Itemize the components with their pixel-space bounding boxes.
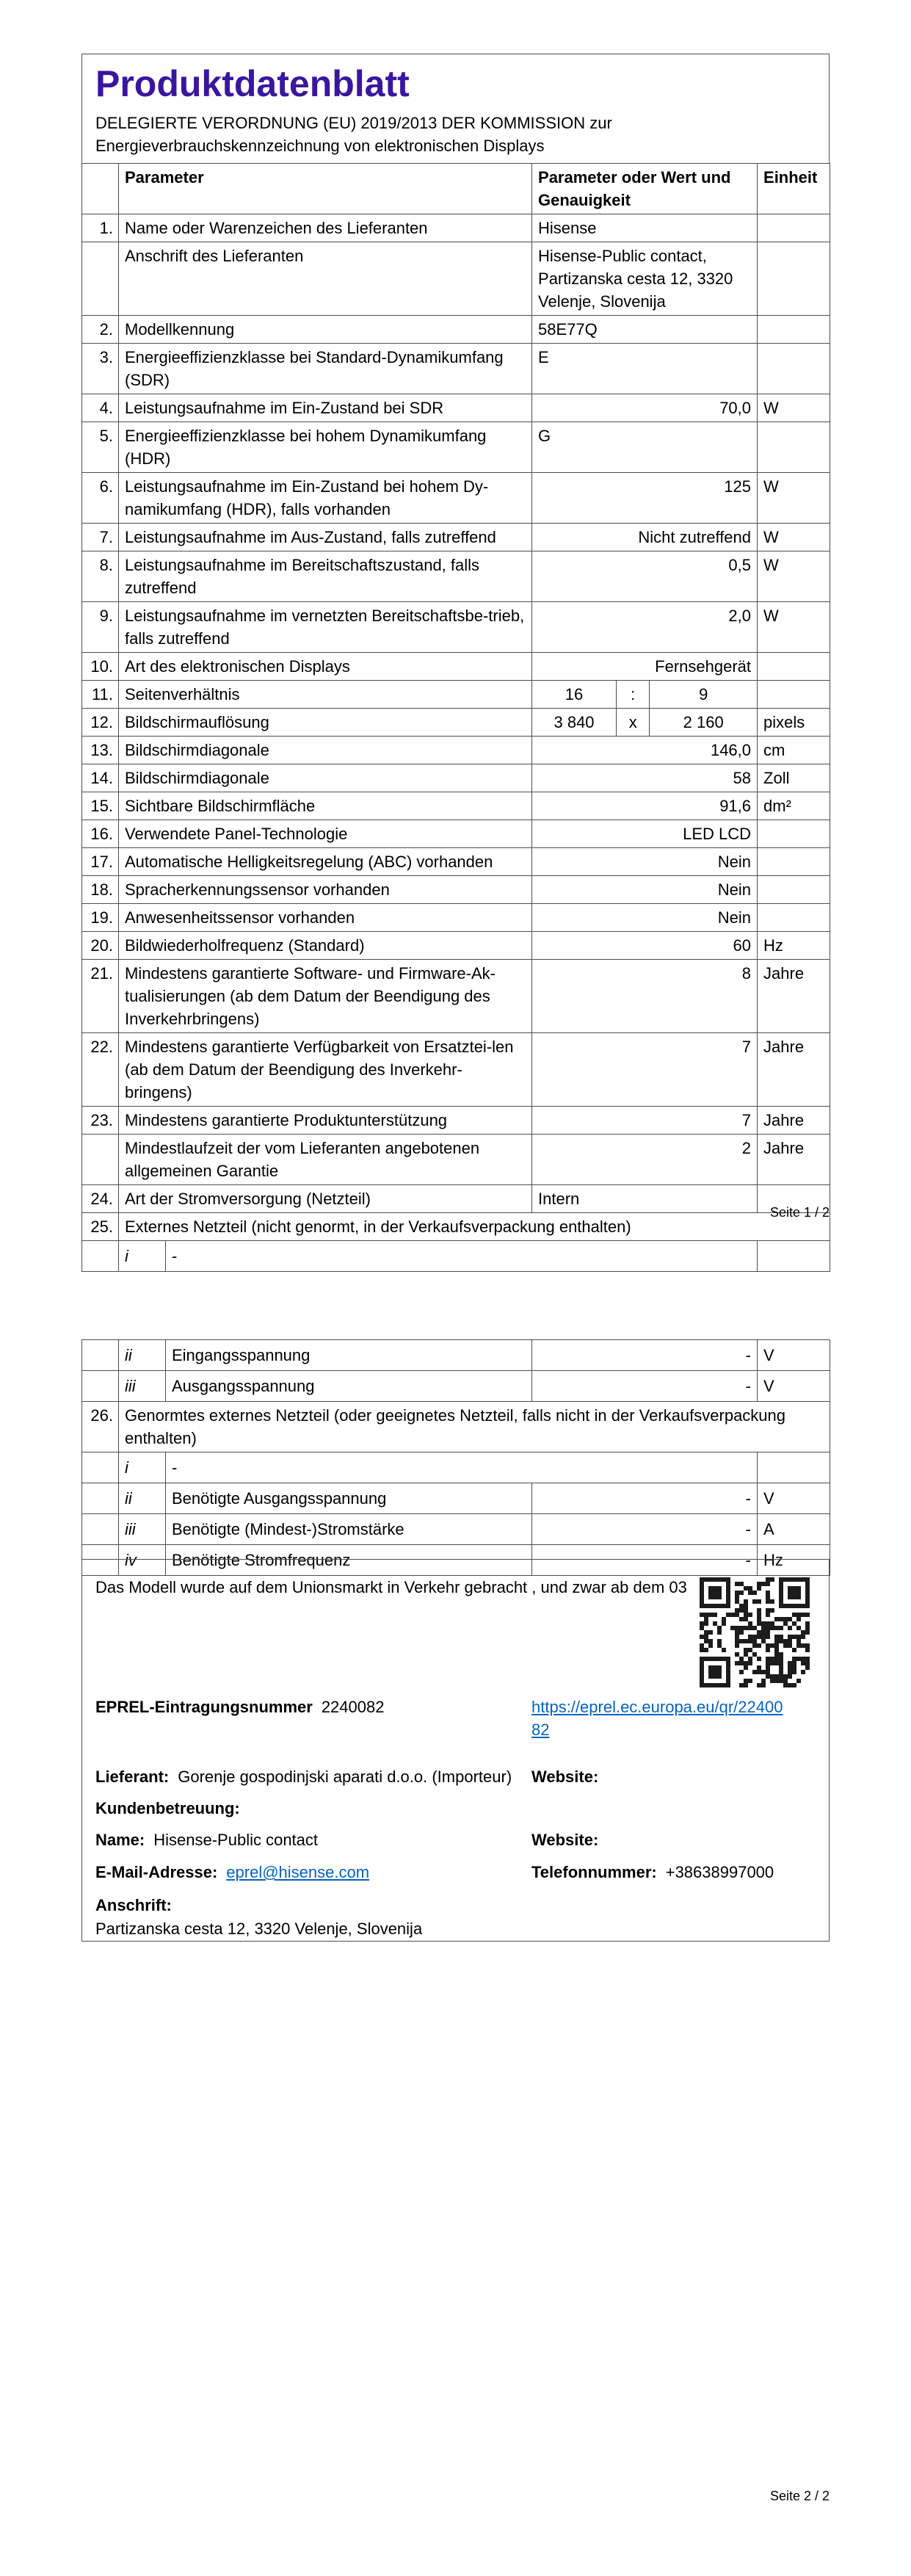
- row-number: 11.: [82, 681, 119, 709]
- param-value: G: [532, 422, 758, 473]
- email-row: [95, 1861, 369, 1884]
- param-label: Sichtbare Bildschirmfläche: [119, 792, 532, 820]
- param-unit: [758, 344, 830, 394]
- param-value: 7: [532, 1107, 758, 1135]
- param-unit: [758, 681, 830, 709]
- row-number: 3.: [82, 344, 119, 394]
- row-number: 5.: [82, 422, 119, 473]
- page-title: Produktdatenblatt: [95, 63, 410, 104]
- regulation-subtitle-line2: Energieverbrauchskennzeichnung von elektronischen Displays: [95, 137, 545, 155]
- market-placement-sentence: Das Modell wurde auf dem Unionsmarkt in Verkehr gebracht , und zwar ab dem 03: [95, 1578, 687, 1596]
- row-number: 16.: [82, 820, 119, 848]
- row-number: 20.: [82, 932, 119, 960]
- website-row-1: [531, 1765, 598, 1788]
- address-label: Anschrift:: [95, 1896, 172, 1914]
- column-header-parameter: Parameter: [119, 164, 532, 214]
- param-unit: dm²: [758, 792, 830, 820]
- row-number: 2.: [82, 316, 119, 344]
- param-value: 8: [532, 960, 758, 1033]
- row-number: 6.: [82, 473, 119, 524]
- param-unit: [758, 848, 830, 876]
- subrow-value: -: [166, 1452, 758, 1483]
- table-row: [82, 422, 830, 473]
- table-subrow: [82, 1241, 830, 1272]
- row-number: 1.: [82, 214, 119, 242]
- row-number: [82, 1340, 119, 1371]
- subrow-index: iii: [119, 1371, 166, 1402]
- table-row: [82, 344, 830, 394]
- param-value: -: [532, 1545, 758, 1576]
- row-number: 14.: [82, 764, 119, 792]
- param-unit: W: [758, 524, 830, 551]
- param-unit: V: [758, 1340, 830, 1371]
- table-row: [82, 602, 830, 653]
- param-label: Benötigte Stromfrequenz: [166, 1545, 532, 1576]
- name-value: Hisense-Public contact: [153, 1831, 319, 1849]
- param-unit: [758, 904, 830, 932]
- contact-name-row: [95, 1828, 318, 1851]
- table-subrow: [82, 1514, 830, 1545]
- ratio-separator: :: [616, 681, 650, 708]
- qr-finder-top-right: [779, 1577, 810, 1608]
- table-header-row: [82, 164, 830, 214]
- table-subrow: [82, 1452, 830, 1483]
- row-number: 18.: [82, 876, 119, 904]
- param-label: Mindestens garantierte Software- und Firmware-Ak-tualisierungen (ab dem Datum der Beendigung des Inverkehrbringens): [119, 960, 532, 1033]
- param-label: Leistungsaufnahme im vernetzten Bereitschaftsbe-trieb, falls zutreffend: [119, 602, 532, 653]
- table-subrow: [82, 1483, 830, 1514]
- param-unit: [758, 214, 830, 242]
- param-value: -: [532, 1371, 758, 1402]
- table-row: [82, 1135, 830, 1185]
- param-label: Seitenverhältnis: [119, 681, 532, 709]
- param-value-ratio: [532, 681, 758, 709]
- table-row: [82, 904, 830, 932]
- param-value: 0,5: [532, 551, 758, 602]
- param-label: Mindestens garantierte Verfügbarkeit von Ersatztei-len (ab dem Datum der Beendigung des Inverkehr-bringens): [119, 1033, 532, 1107]
- param-label: Bildschirmdiagonale: [119, 764, 532, 792]
- row-number: [82, 1241, 119, 1272]
- table-row: [82, 473, 830, 524]
- table-row: [82, 653, 830, 681]
- param-label: Mindestlaufzeit der vom Lieferanten angebotenen allgemeinen Garantie: [119, 1135, 532, 1185]
- row-number: [82, 1483, 119, 1514]
- param-unit: Jahre: [758, 960, 830, 1033]
- param-unit: Hz: [758, 1545, 830, 1576]
- row-number: 15.: [82, 792, 119, 820]
- param-value: 58E77Q: [532, 316, 758, 344]
- column-header-value: Parameter oder Wert und Genauigkeit: [532, 164, 758, 214]
- row-number: 19.: [82, 904, 119, 932]
- param-value: Fernsehgerät: [532, 653, 758, 681]
- row-number: [82, 164, 119, 214]
- address-value-row: Partizanska cesta 12, 3320 Velenje, Slovenija: [95, 1920, 423, 1938]
- param-value: -: [532, 1340, 758, 1371]
- param-value: LED LCD: [532, 820, 758, 848]
- param-label: Name oder Warenzeichen des Lieferanten: [119, 214, 532, 242]
- row-number: 4.: [82, 394, 119, 422]
- param-value: 7: [532, 1033, 758, 1107]
- supplier-row: [95, 1765, 512, 1788]
- resolution-height: 2 160: [683, 713, 724, 731]
- subrow-index: ii: [119, 1483, 166, 1514]
- param-label: Verwendete Panel-Technologie: [119, 820, 532, 848]
- supplier-label: Lieferant:: [95, 1768, 170, 1786]
- resolution-width: 3 840: [554, 713, 595, 731]
- row-number: 10.: [82, 653, 119, 681]
- eprel-label: EPREL-Eintragungsnummer: [95, 1698, 313, 1716]
- row-number: [82, 1135, 119, 1185]
- param-label-span: Genormtes externes Netzteil (oder geeignetes Netzteil, falls nicht in der Verkaufsverpackung enthalten): [119, 1402, 830, 1452]
- param-value-resolution: [532, 709, 758, 737]
- table-row: [82, 820, 830, 848]
- param-unit: V: [758, 1483, 830, 1514]
- param-label: Energieeffizienzklasse bei hohem Dynamikumfang (HDR): [119, 422, 532, 473]
- table-row: [82, 764, 830, 792]
- regulation-subtitle-line1: DELEGIERTE VERORDNUNG (EU) 2019/2013 DER KOMMISSION zur: [95, 114, 612, 132]
- subrow-index: i: [119, 1241, 166, 1272]
- param-label: Energieeffizienzklasse bei Standard-Dynamikumfang (SDR): [119, 344, 532, 394]
- eprel-number: 2240082: [321, 1698, 385, 1716]
- param-value: -: [532, 1483, 758, 1514]
- param-label: Anwesenheitssensor vorhanden: [119, 904, 532, 932]
- param-unit: cm: [758, 737, 830, 764]
- page2-footer: Seite 2 / 2: [769, 2489, 830, 2503]
- eprel-link[interactable]: https://eprel.ec.europa.eu/qr/2240082: [531, 1698, 783, 1739]
- table-subrow: [82, 1371, 830, 1402]
- row-number: 21.: [82, 960, 119, 1033]
- header-box: [81, 54, 830, 164]
- param-value: 146,0: [532, 737, 758, 764]
- table-row: [82, 960, 830, 1033]
- param-value: -: [532, 1514, 758, 1545]
- param-unit: Jahre: [758, 1107, 830, 1135]
- table-row: [82, 242, 830, 316]
- param-unit: W: [758, 394, 830, 422]
- row-number: 8.: [82, 551, 119, 602]
- email-label: E-Mail-Adresse:: [95, 1863, 218, 1881]
- row-number: 22.: [82, 1033, 119, 1107]
- param-label: Benötigte Ausgangsspannung: [166, 1483, 532, 1514]
- phone-value: +38638997000: [665, 1863, 774, 1881]
- param-label: Leistungsaufnahme im Ein-Zustand bei hohem Dy-namikumfang (HDR), falls vorhanden: [119, 473, 532, 524]
- param-unit: [758, 653, 830, 681]
- param-unit: [758, 876, 830, 904]
- row-number: [82, 1371, 119, 1402]
- row-number: 26.: [82, 1402, 119, 1452]
- param-label: Leistungsaufnahme im Ein-Zustand bei SDR: [119, 394, 532, 422]
- param-value: Hisense-Public contact, Partizanska cesta 12, 3320 Velenje, Slovenija: [532, 242, 758, 316]
- row-number: [82, 1452, 119, 1483]
- name-label: Name:: [95, 1831, 145, 1849]
- table-row: [82, 316, 830, 344]
- table-row: [82, 932, 830, 960]
- param-value: 2,0: [532, 602, 758, 653]
- param-label: Bildschirmdiagonale: [119, 737, 532, 764]
- row-number: 12.: [82, 709, 119, 737]
- param-unit: A: [758, 1514, 830, 1545]
- table-row-span: [82, 1402, 830, 1452]
- param-value: Nein: [532, 848, 758, 876]
- subrow-index: i: [119, 1452, 166, 1483]
- supplier-value: Gorenje gospodinjski aparati d.o.o. (Importeur): [178, 1768, 512, 1786]
- param-unit: Jahre: [758, 1033, 830, 1107]
- qr-code: [700, 1577, 810, 1687]
- param-unit: Jahre: [758, 1135, 830, 1185]
- param-label-span: Externes Netzteil (nicht genormt, in der Verkaufsverpackung enthalten): [119, 1213, 830, 1241]
- param-unit: Zoll: [758, 764, 830, 792]
- customer-service-row: [95, 1797, 240, 1820]
- table-row: [82, 876, 830, 904]
- param-label: Leistungsaufnahme im Bereitschaftszustand, falls zutreffend: [119, 551, 532, 602]
- table-row: [82, 1107, 830, 1135]
- param-unit: Hz: [758, 932, 830, 960]
- table-row: [82, 681, 830, 709]
- row-number: 7.: [82, 524, 119, 551]
- param-unit: W: [758, 551, 830, 602]
- table-row: [82, 792, 830, 820]
- page1-parameter-table: [81, 163, 830, 1272]
- address-label-row: [95, 1894, 172, 1917]
- table-row: [82, 551, 830, 602]
- param-label: Spracherkennungssensor vorhanden: [119, 876, 532, 904]
- phone-label: Telefonnummer:: [531, 1863, 657, 1881]
- param-value: 125: [532, 473, 758, 524]
- param-unit: [758, 242, 830, 316]
- param-label: Art des elektronischen Displays: [119, 653, 532, 681]
- param-label: Mindestens garantierte Produktunterstützung: [119, 1107, 532, 1135]
- table-row: [82, 214, 830, 242]
- param-label: Benötigte (Mindest-)Stromstärke: [166, 1514, 532, 1545]
- table-row: [82, 394, 830, 422]
- row-number: 13.: [82, 737, 119, 764]
- param-label: Eingangsspannung: [166, 1340, 532, 1371]
- param-label: Leistungsaufnahme im Aus-Zustand, falls zutreffend: [119, 524, 532, 551]
- param-value: Nein: [532, 904, 758, 932]
- param-label: Automatische Helligkeitsregelung (ABC) vorhanden: [119, 848, 532, 876]
- website-label: Website:: [531, 1768, 599, 1786]
- table-row: [82, 524, 830, 551]
- resolution-separator: x: [616, 709, 650, 736]
- row-number: [82, 1514, 119, 1545]
- param-unit: [758, 316, 830, 344]
- subrow-index: iv: [119, 1545, 166, 1576]
- param-unit: [758, 1452, 830, 1483]
- param-label: Ausgangsspannung: [166, 1371, 532, 1402]
- subrow-index: iii: [119, 1514, 166, 1545]
- row-number: 24.: [82, 1185, 119, 1213]
- registration-info-box: [81, 1559, 830, 1942]
- ratio-width: 16: [565, 685, 584, 703]
- row-number: 17.: [82, 848, 119, 876]
- param-unit: W: [758, 473, 830, 524]
- param-value: Nicht zutreffend: [532, 524, 758, 551]
- email-link[interactable]: eprel@hisense.com: [226, 1863, 370, 1881]
- subrow-index: ii: [119, 1340, 166, 1371]
- param-value: Hisense: [532, 214, 758, 242]
- table-row: [82, 1033, 830, 1107]
- column-header-unit: Einheit: [758, 164, 830, 214]
- table-subrow: [82, 1340, 830, 1371]
- table-row: [82, 848, 830, 876]
- param-value: E: [532, 344, 758, 394]
- param-unit: [758, 1241, 830, 1272]
- table-row: [82, 737, 830, 764]
- table-row: [82, 709, 830, 737]
- param-value: 2: [532, 1135, 758, 1185]
- param-unit: pixels: [758, 709, 830, 737]
- param-label: Anschrift des Lieferanten: [119, 242, 532, 316]
- param-value: Intern: [532, 1185, 758, 1213]
- ratio-height: 9: [699, 685, 708, 703]
- page2-parameter-table: [81, 1339, 830, 1576]
- param-value: 70,0: [532, 394, 758, 422]
- param-unit: [758, 422, 830, 473]
- website-row-2: [531, 1828, 598, 1851]
- row-number: [82, 242, 119, 316]
- phone-row: [531, 1861, 774, 1884]
- param-value: Nein: [532, 876, 758, 904]
- eprel-number-row: [95, 1696, 384, 1718]
- qr-finder-top-left: [700, 1577, 730, 1608]
- row-number: 9.: [82, 602, 119, 653]
- page1-footer: Seite 1 / 2: [769, 1205, 830, 1220]
- param-unit: [758, 820, 830, 848]
- customer-service-label: Kundenbetreuung:: [95, 1799, 240, 1817]
- param-unit: W: [758, 602, 830, 653]
- row-number: 25.: [82, 1213, 119, 1241]
- qr-finder-bottom-left: [700, 1657, 730, 1687]
- param-label: Modellkennung: [119, 316, 532, 344]
- subrow-value: -: [166, 1241, 758, 1272]
- param-label: Art der Stromversorgung (Netzteil): [119, 1185, 532, 1213]
- param-value: 91,6: [532, 792, 758, 820]
- row-number: 23.: [82, 1107, 119, 1135]
- param-label: Bildwiederholfrequenz (Standard): [119, 932, 532, 960]
- param-label: Bildschirmauflösung: [119, 709, 532, 737]
- param-unit: V: [758, 1371, 830, 1402]
- website-label: Website:: [531, 1831, 599, 1849]
- param-value: 60: [532, 932, 758, 960]
- param-value: 58: [532, 764, 758, 792]
